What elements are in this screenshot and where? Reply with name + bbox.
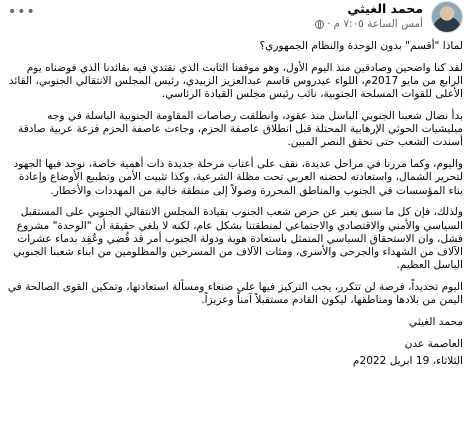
meta-separator: ·: [327, 18, 331, 30]
post-paragraph: لقد كنا واضحين وصادقين منذ اليوم الأول، وهو موقفنا الثابت الذي نقتدي فيه بقائدنا الذي فوضناه يوم الرابع من مايو 2017م، اللواء عيدروس قاسم عبدالعزيز الزبيدي، رئيس المجلس الانتقالي الجنوبي، القائد الأعلى للقوات المسلحة الجنوبية، نائب رئيس مجلس القيادة الرئاسي.: [8, 61, 463, 101]
post-location: العاصمة عدن: [404, 337, 463, 350]
post-paragraph: واليوم، وكما مررنا في مراحل عديدة، نقف على أعتاب مرحلة جديدة ذات أهمية خاصة، نوحد فيها الجهود لتحرير الشمال، واستعادته لحضنه العربي تحت مظلة الشرعية، وكذا تثبيت الأمن وتطبيع الأوضاع وإعادة بناء المؤسسات في الجنوب والمناطق المحررة وصولاً إلى منطقة خالية من المهددات والأخطار.: [13, 158, 463, 197]
author-avatar[interactable]: [431, 1, 463, 33]
post-paragraph-title: لماذا "أقسم" بدون الوحدة والنظام الجمهوري؟: [259, 40, 463, 52]
post-date: الثلاثاء، 19 ابريل 2022م: [352, 355, 463, 368]
post-meta: [315, 18, 423, 30]
author-name[interactable]: محمد الغيثي: [347, 1, 423, 16]
post-paragraph: اليوم تحديداً، فرصة لن تتكرر، يجب التركيز فيها على صنعاء ومسألة استعادتها، وتمكين القوى الصالحة في اليمن من بلادها ومناطقها، ليكون القادم مستقبلاً آمناً وعزيزاً.: [7, 281, 463, 307]
post-paragraph: ولذلك، فإن كل ما سبق يعبر عن حرص شعب الجنوب بقيادة المجلس الانتقالي الجنوبي على المستقبل السياسي والأمني والاقتصادي والاجتماعي لمنطقتنا بشكل عام، لكنه لا يلغي حقيقة أن "الوحدة" مشروع فشل، وان الاستحقاق السياسي المتمثل باستعادة هوية ودولة الجنوب أمر قد قُضي وعُقِد بدماء عشرات الآلاف من الشهداء والجرحى والأسرى، ومئات الآلاف من المسرحين والمظلومين من ابناء شعبنا الجنوبي الباسل العظيم.: [13, 206, 463, 272]
post-body: [6, 40, 463, 377]
more-options-icon[interactable]: •••: [8, 4, 36, 20]
post-paragraph: بدأ نضال شعبنا الجنوبي الباسل منذ عقود، وانطلقت رصاصات المقاومة الجنوبية الباسلة في وجه ميليشيات الحوثي الإرهابية المحتلة قبل انطلاق عاصفة الحزم، وجاءت عاصفة الحزم فزعة عربية صادقة أسندت الشعب حتى تحقق النصر المبين.: [18, 110, 463, 149]
post-signature: محمد الغيثي: [408, 316, 463, 329]
post-header: [0, 0, 469, 36]
globe-icon: [315, 20, 324, 29]
post-timestamp[interactable]: أمس الساعة ٧:٠٥ م: [333, 18, 423, 30]
